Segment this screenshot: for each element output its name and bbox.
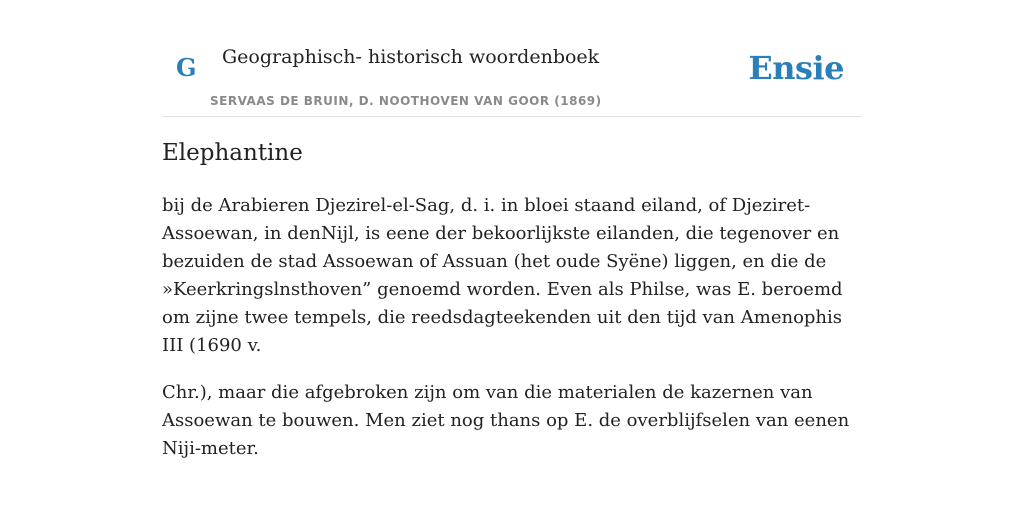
source-authors: SERVAAS DE BRUIN, D. NOOTHOVEN VAN GOOR (1869) bbox=[210, 94, 602, 108]
source-title-link[interactable]: Geographisch- historisch woordenboek bbox=[222, 46, 600, 68]
source-header bbox=[162, 0, 862, 117]
entry-paragraph: bij de Arabieren Djezirel-el-Sag, d. i. in bloei staand eiland, of Djeziret-Assoewan, in denNijl, is eene der bekoorlijkste eilanden, die tegenover en bezuiden de stad Assoewan of Assuan (het oude Syëne) liggen, en die de »Keerkringslnsthoven” genoemd worden. Even als Philse, was E. beroemd om zijne twee tempels, die reedsdagteekenden uit den tijd van Amenophis III (1690 v. bbox=[162, 195, 843, 356]
page bbox=[162, 0, 862, 459]
entry-body bbox=[162, 192, 862, 482]
source-initial-icon: G bbox=[176, 53, 197, 82]
entry-paragraph: Chr.), maar die afgebroken zijn om van die materialen de kazernen van Assoewan te bouwen. Men ziet nog thans op E. de overblijfselen van eenen Niji-meter. bbox=[162, 382, 850, 459]
ensie-logo-link[interactable]: Ensie bbox=[748, 49, 844, 87]
entry-title: Elephantine bbox=[162, 140, 303, 166]
